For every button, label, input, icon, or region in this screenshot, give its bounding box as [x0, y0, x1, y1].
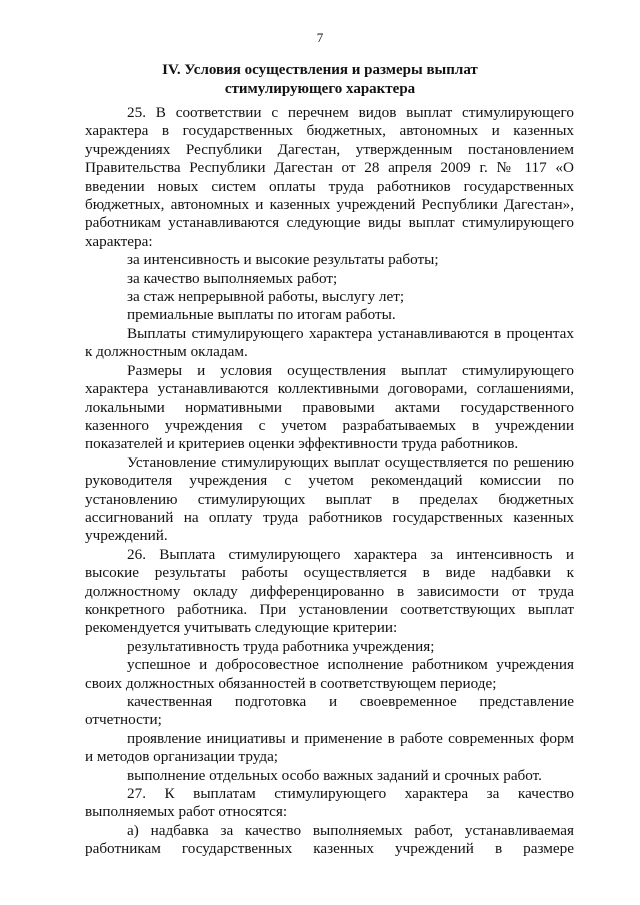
- list-item: проявление инициативы и применение в работе современных форм и методов организации труда;: [85, 729, 574, 766]
- section-title-line-1: IV. Условия осуществления и размеры выплат: [162, 62, 478, 78]
- paragraph: Размеры и условия осуществления выплат стимулирующего характера устанавливаются коллективными договорами, соглашениями, локальными нормативными правовыми актами государственного казенного учреждения с учетом разрабатываемых в учреждении показателей и критериев оценки эффективности труда работников.: [85, 361, 574, 453]
- section-title: [0, 61, 640, 99]
- paragraph: а) надбавка за качество выполняемых работ, устанавливаемая работникам государственных казенных учреждений в размере: [85, 821, 574, 858]
- list-item: качественная подготовка и своевременное представление отчетности;: [85, 693, 574, 729]
- paragraph: Выплаты стимулирующего характера устанавливаются в процентах к должностным окладам.: [85, 324, 574, 361]
- list-item: выполнение отдельных особо важных заданий и срочных работ.: [127, 766, 542, 784]
- paragraph-26: 26. Выплата стимулирующего характера за интенсивность и высокие результаты работы осуществляется в виде надбавки к должностному окладу дифференцированно в зависимости от труда конкретного работника. При установлении соответствующих выплат рекомендуется учитывать следующие критерии:: [85, 545, 574, 637]
- paragraph-27: 27. К выплатам стимулирующего характера за качество выполняемых работ относятся:: [85, 785, 574, 821]
- list-item: премиальные выплаты по итогам работы.: [127, 306, 396, 324]
- paragraph: Установление стимулирующих выплат осуществляется по решению руководителя учреждения с учетом рекомендаций комиссии по установлению стимулирующих выплат в пределах бюджетных ассигнований на оплату труда работников государственных казенных учреждений.: [85, 453, 574, 545]
- paragraph-25: 25. В соответствии с перечнем видов выплат стимулирующего характера в государственных бюджетных, автономных и казенных учреждениях Республики Дагестан, утвержденным постановлением Правительства Республики Дагестан от 28 апреля 2009 г. № 117 «О введении новых систем оплаты труда работников государственных бюджетных, автономных и казенных учреждений Республики Дагестан», работникам устанавливаются следующие виды выплат стимулирующего характера:: [85, 104, 574, 250]
- page-number: 7: [316, 30, 324, 45]
- section-title-line-2: стимулирующего характера: [224, 81, 416, 97]
- list-item: результативность труда работника учреждения;: [127, 637, 435, 655]
- list-item: успешное и добросовестное исполнение работником учреждения своих должностных обязанностей в соответствующем периоде;: [85, 656, 574, 692]
- list-item: за стаж непрерывной работы, выслугу лет;: [127, 288, 405, 306]
- document-body: [85, 104, 574, 859]
- list-item: за интенсивность и высокие результаты работы;: [127, 251, 439, 269]
- list-item: за качество выполняемых работ;: [127, 269, 338, 287]
